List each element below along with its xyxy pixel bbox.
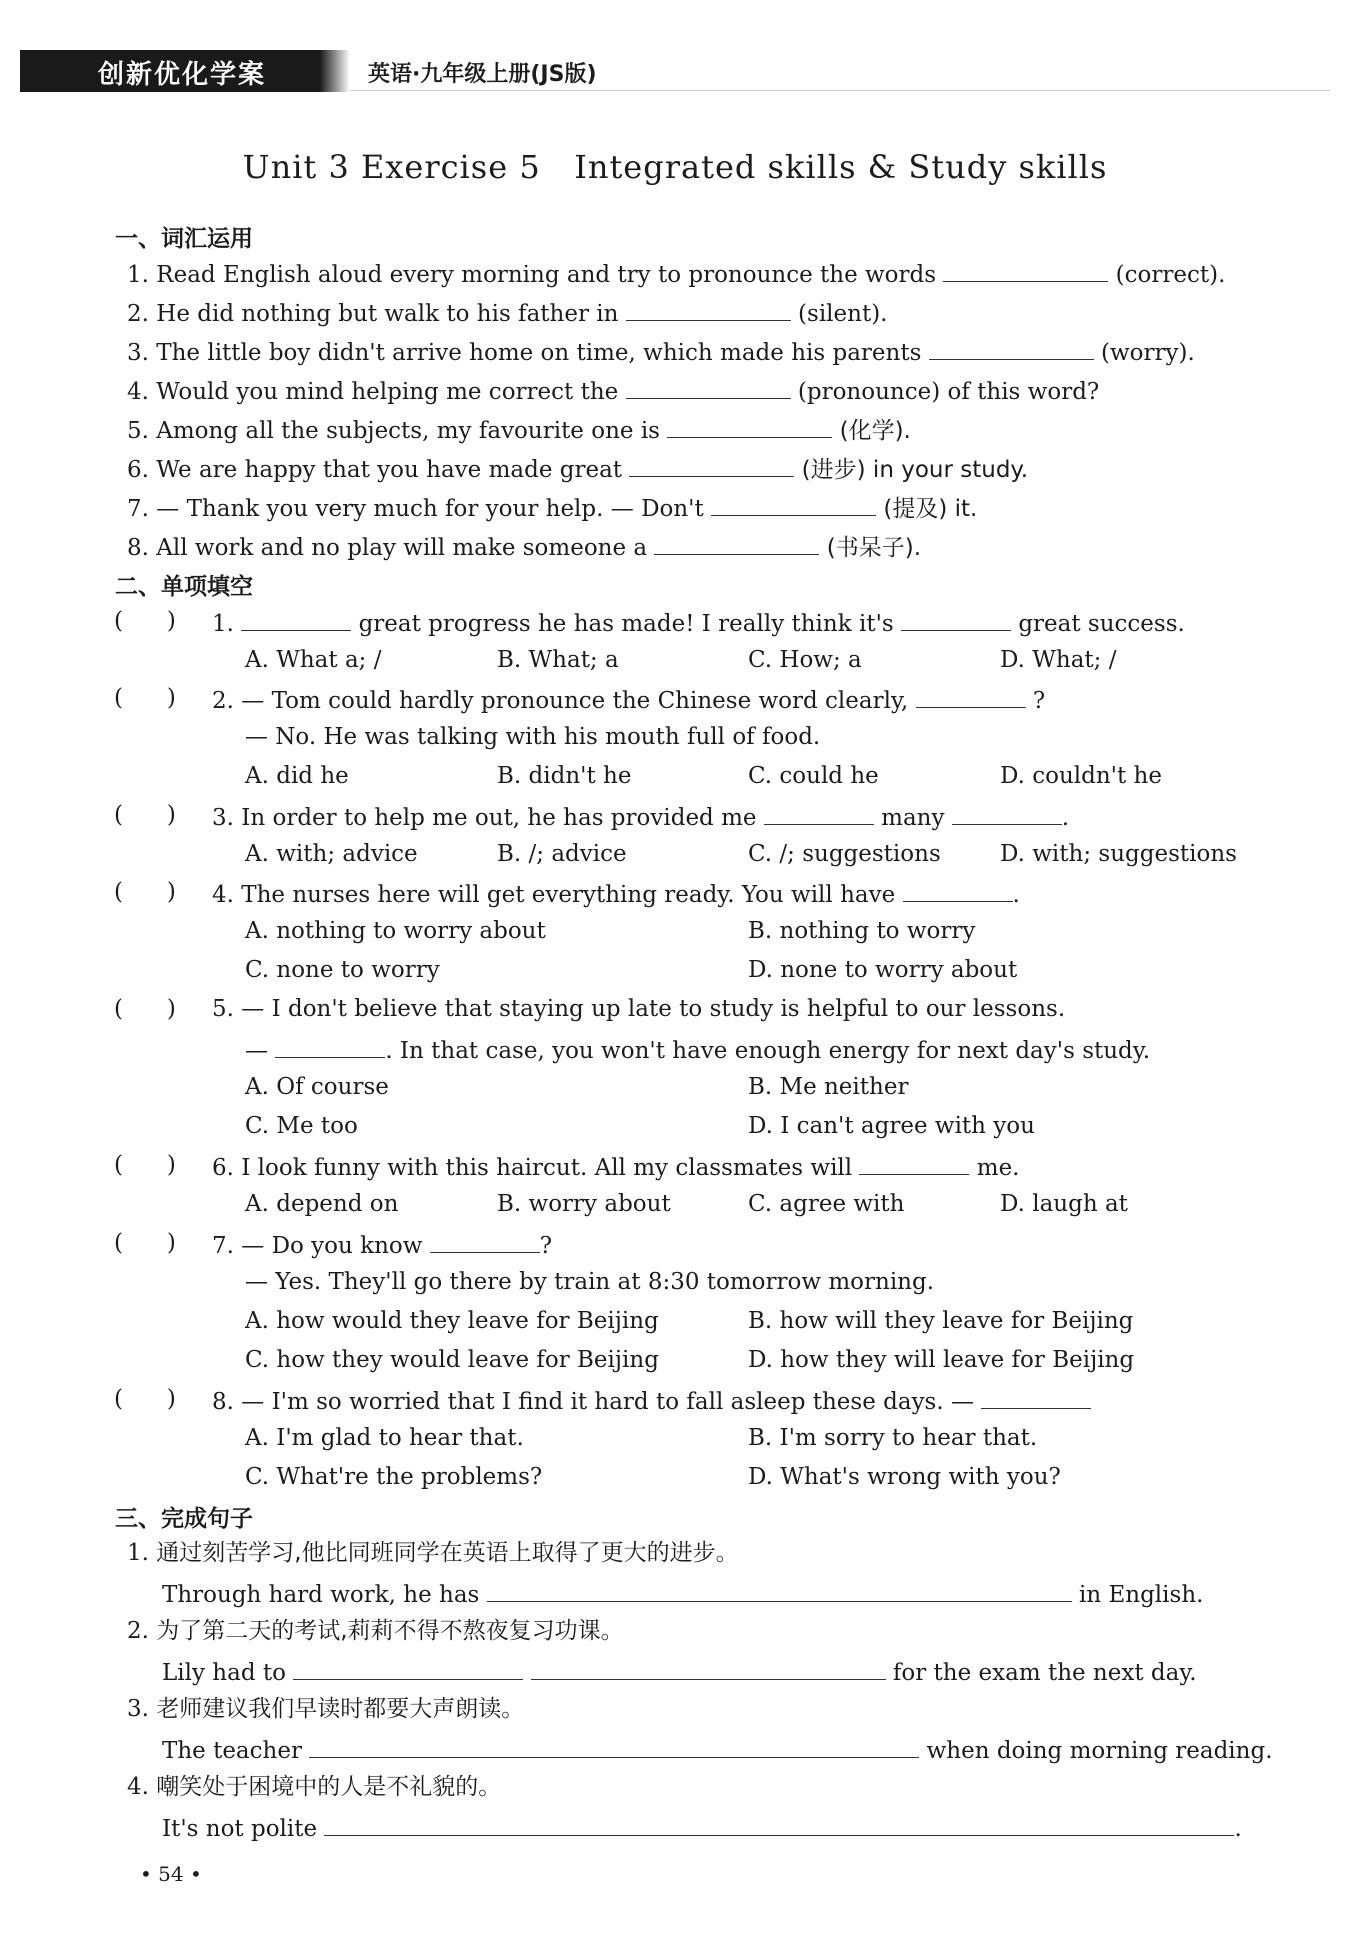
vocab-item-3: 3. The little boy didn't arrive home on time, which made his parents (worry). xyxy=(127,335,1195,368)
vocab-item-2: 2. He did nothing but walk to his father in (silent). xyxy=(127,296,888,329)
option-c: C. What're the problems? xyxy=(245,1464,543,1490)
answer-blank[interactable] xyxy=(667,413,832,438)
mc-question-7: 7. — Do you know ? xyxy=(212,1228,552,1261)
answer-blank[interactable] xyxy=(929,335,1094,360)
option-d: D. none to worry about xyxy=(748,957,1018,983)
answer-blank[interactable] xyxy=(903,877,1013,902)
answer-blank[interactable] xyxy=(654,530,819,555)
option-d: D. What; / xyxy=(1000,647,1117,673)
answer-bracket[interactable]: ( ) xyxy=(114,802,176,828)
book-subject: 英语·九年级上册(JS版) xyxy=(368,62,597,87)
answer-blank[interactable] xyxy=(309,1733,919,1758)
option-a: A. how would they leave for Beijing xyxy=(245,1308,659,1334)
option-b: B. nothing to worry xyxy=(748,918,976,944)
header-divider xyxy=(350,90,1330,91)
sentence-3-english: The teacher when doing morning reading. xyxy=(162,1733,1273,1766)
answer-blank[interactable] xyxy=(293,1655,523,1680)
answer-bracket[interactable]: ( ) xyxy=(114,1230,176,1256)
answer-blank[interactable] xyxy=(430,1228,540,1253)
vocab-item-8: 8. All work and no play will make someone a (书呆子). xyxy=(127,530,921,563)
answer-blank[interactable] xyxy=(943,257,1108,282)
option-b: B. Me neither xyxy=(748,1074,909,1100)
sentence-4-chinese: 4. 嘲笑处于困境中的人是不礼貌的。 xyxy=(127,1774,502,1800)
answer-blank[interactable] xyxy=(626,296,791,321)
option-c: C. How; a xyxy=(748,647,862,673)
answer-blank[interactable] xyxy=(275,1033,385,1058)
option-a: A. depend on xyxy=(245,1191,399,1217)
answer-blank[interactable] xyxy=(764,800,874,825)
option-a: A. with; advice xyxy=(245,841,418,867)
vocab-item-4: 4. Would you mind helping me correct the (pronounce) of this word? xyxy=(127,374,1099,407)
mc-question-2: 2. — Tom could hardly pronounce the Chinese word clearly, ? xyxy=(212,683,1045,716)
mc-question-7-reply: — Yes. They'll go there by train at 8:30 tomorrow morning. xyxy=(245,1269,935,1295)
option-b: B. I'm sorry to hear that. xyxy=(748,1425,1038,1451)
answer-bracket[interactable]: ( ) xyxy=(114,1386,176,1412)
vocab-item-7: 7. — Thank you very much for your help. — Don't (提及) it. xyxy=(127,491,977,524)
answer-blank[interactable] xyxy=(531,1655,886,1680)
header-bar-fade xyxy=(320,50,350,92)
option-a: A. nothing to worry about xyxy=(245,918,546,944)
option-b: B. worry about xyxy=(497,1191,671,1217)
mc-question-1: 1. great progress he has made! I really think it's great success. xyxy=(212,606,1185,639)
answer-bracket[interactable]: ( ) xyxy=(114,1152,176,1178)
answer-bracket[interactable]: ( ) xyxy=(114,996,176,1022)
answer-blank[interactable] xyxy=(916,683,1026,708)
mc-question-2-reply: — No. He was talking with his mouth full of food. xyxy=(245,724,821,750)
option-b: B. /; advice xyxy=(497,841,627,867)
option-c: C. none to worry xyxy=(245,957,440,983)
page-number: • 54 • xyxy=(140,1862,202,1886)
answer-blank[interactable] xyxy=(626,374,791,399)
option-d: D. couldn't he xyxy=(1000,763,1162,789)
sentence-1-english: Through hard work, he has in English. xyxy=(162,1577,1203,1610)
mc-question-4: 4. The nurses here will get everything ready. You will have . xyxy=(212,877,1020,910)
page-title: Unit 3 Exercise 5 Integrated skills & Study skills xyxy=(242,148,1108,186)
sentence-2-english: Lily had to for the exam the next day. xyxy=(162,1655,1197,1688)
option-a: A. I'm glad to hear that. xyxy=(245,1425,524,1451)
option-a: A. What a; / xyxy=(245,647,382,673)
option-c: C. Me too xyxy=(245,1113,358,1139)
option-d: D. with; suggestions xyxy=(1000,841,1237,867)
answer-blank[interactable] xyxy=(952,800,1062,825)
option-a: A. did he xyxy=(245,763,349,789)
answer-blank[interactable] xyxy=(711,491,876,516)
answer-blank[interactable] xyxy=(487,1577,1072,1602)
option-b: B. didn't he xyxy=(497,763,632,789)
answer-bracket[interactable]: ( ) xyxy=(114,608,176,634)
mc-question-8: 8. — I'm so worried that I find it hard to fall asleep these days. — xyxy=(212,1384,1091,1417)
vocab-item-6: 6. We are happy that you have made great (进步) in your study. xyxy=(127,452,1028,485)
option-c: C. agree with xyxy=(748,1191,905,1217)
option-d: D. What's wrong with you? xyxy=(748,1464,1061,1490)
answer-blank[interactable] xyxy=(324,1811,1234,1836)
vocab-item-5: 5. Among all the subjects, my favourite one is (化学). xyxy=(127,413,911,446)
option-b: B. how will they leave for Beijing xyxy=(748,1308,1134,1334)
option-b: B. What; a xyxy=(497,647,619,673)
option-d: D. laugh at xyxy=(1000,1191,1128,1217)
page-header xyxy=(20,50,1330,92)
sentence-4-english: It's not polite . xyxy=(162,1811,1242,1844)
vocab-item-1: 1. Read English aloud every morning and try to pronounce the words (correct). xyxy=(127,257,1225,290)
option-c: C. could he xyxy=(748,763,879,789)
answer-blank[interactable] xyxy=(859,1150,969,1175)
answer-blank[interactable] xyxy=(901,606,1011,631)
option-d: D. how they will leave for Beijing xyxy=(748,1347,1135,1373)
answer-blank[interactable] xyxy=(629,452,794,477)
section-heading-multiple-choice: 二、单项填空 xyxy=(115,574,253,600)
mc-question-5: 5. — I don't believe that staying up late to study is helpful to our lessons. xyxy=(212,996,1066,1022)
section-heading-vocabulary: 一、词汇运用 xyxy=(115,226,253,252)
answer-blank[interactable] xyxy=(981,1384,1091,1409)
sentence-3-chinese: 3. 老师建议我们早读时都要大声朗读。 xyxy=(127,1696,525,1722)
option-c: C. /; suggestions xyxy=(748,841,941,867)
answer-bracket[interactable]: ( ) xyxy=(114,685,176,711)
answer-bracket[interactable]: ( ) xyxy=(114,879,176,905)
mc-question-5-reply: — . In that case, you won't have enough energy for next day's study. xyxy=(245,1033,1150,1066)
brand-logo: 创新优化学案 xyxy=(98,60,267,90)
mc-question-6: 6. I look funny with this haircut. All my classmates will me. xyxy=(212,1150,1020,1183)
option-a: A. Of course xyxy=(245,1074,389,1100)
section-heading-complete-sentences: 三、完成句子 xyxy=(115,1506,253,1532)
sentence-2-chinese: 2. 为了第二天的考试,莉莉不得不熬夜复习功课。 xyxy=(127,1618,624,1644)
option-d: D. I can't agree with you xyxy=(748,1113,1035,1139)
answer-blank[interactable] xyxy=(241,606,351,631)
option-c: C. how they would leave for Beijing xyxy=(245,1347,659,1373)
mc-question-3: 3. In order to help me out, he has provided me many . xyxy=(212,800,1069,833)
sentence-1-chinese: 1. 通过刻苦学习,他比同班同学在英语上取得了更大的进步。 xyxy=(127,1540,739,1566)
